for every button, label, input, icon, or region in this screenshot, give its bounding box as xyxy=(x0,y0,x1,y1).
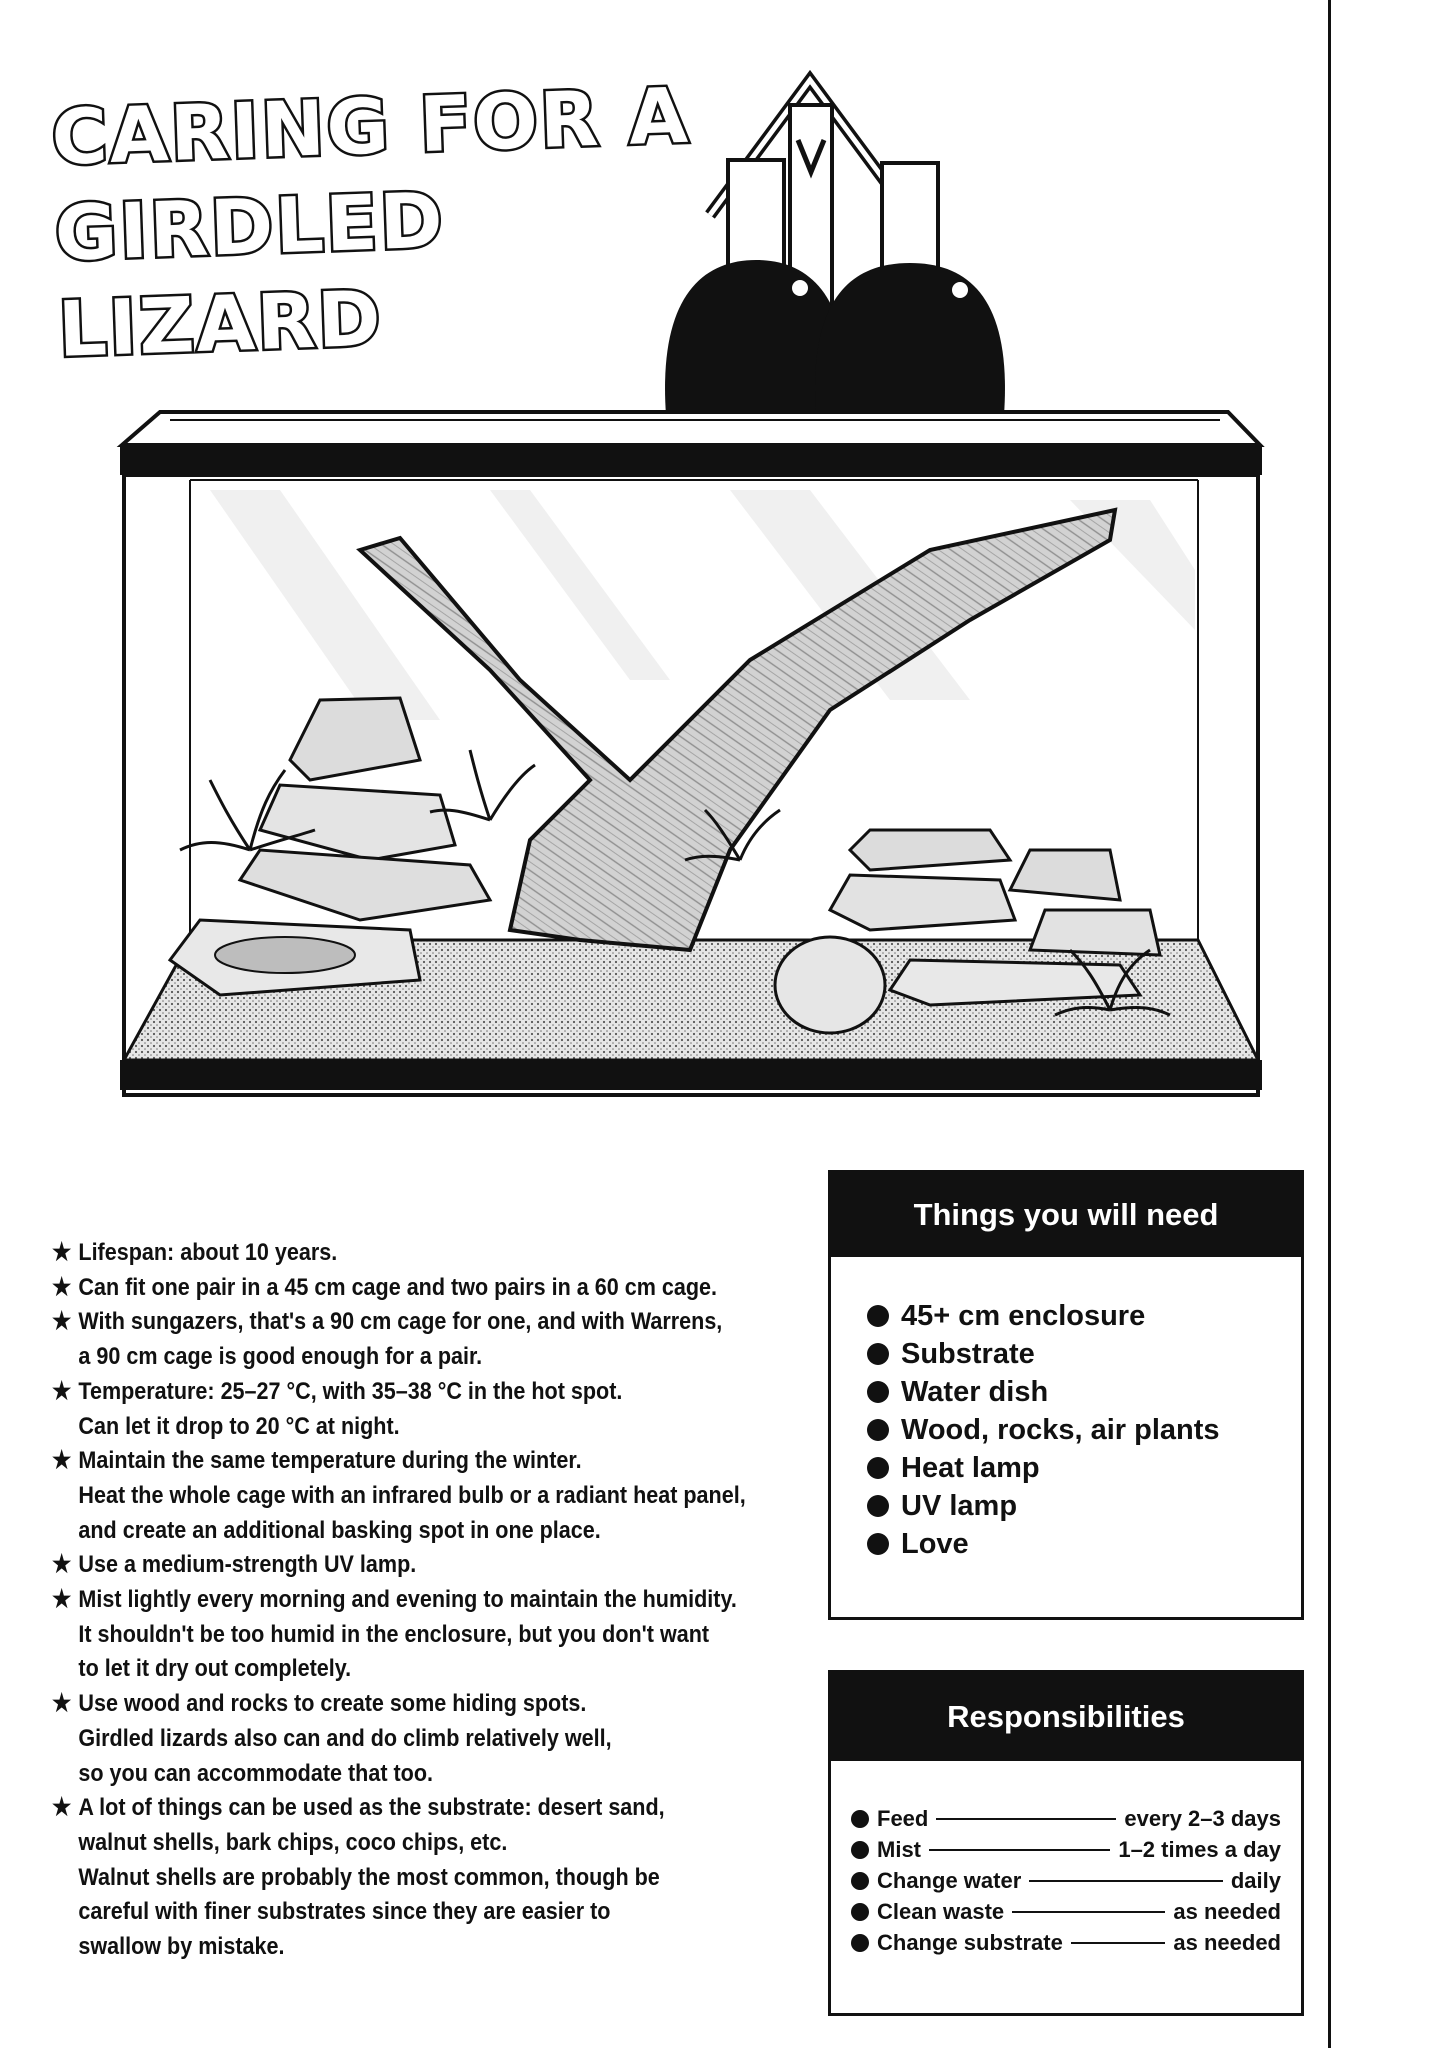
leader-line xyxy=(1029,1880,1223,1882)
fact-item xyxy=(52,1271,721,1306)
fact-line: Can let it drop to 20 °C at night. xyxy=(78,1412,400,1440)
fact-line: so you can accommodate that too. xyxy=(78,1759,434,1787)
needs-item-label: UV lamp xyxy=(901,1490,1018,1522)
terrarium-illustration xyxy=(110,60,1270,1100)
needs-list xyxy=(831,1257,1301,1563)
star-icon: ★ xyxy=(52,1586,72,1614)
star-icon: ★ xyxy=(52,1794,72,1822)
bullet-icon xyxy=(867,1533,889,1555)
fact-line: Can fit one pair in a 45 cm cage and two pairs in a 60 cm cage. xyxy=(78,1273,718,1301)
bullet-icon xyxy=(867,1457,889,1479)
tank-lid xyxy=(120,412,1262,475)
fact-line: a 90 cm cage is good enough for a pair. xyxy=(78,1343,483,1371)
frequency-label: every 2–3 days xyxy=(1124,1806,1281,1831)
bullet-icon xyxy=(851,1903,869,1921)
fact-line: Temperature: 25–27 °C, with 35–38 °C in the hot spot. xyxy=(78,1377,623,1405)
list-item xyxy=(851,1927,1281,1958)
bullet-icon xyxy=(851,1934,869,1952)
fact-item xyxy=(52,1305,721,1374)
round-rock xyxy=(775,937,885,1033)
fact-item xyxy=(52,1375,721,1444)
responsibilities-list xyxy=(831,1761,1301,1958)
star-icon: ★ xyxy=(52,1447,72,1475)
list-item xyxy=(867,1487,1301,1525)
needs-item-label: Substrate xyxy=(901,1338,1035,1370)
needs-item-label: Wood, rocks, air plants xyxy=(901,1414,1220,1446)
title-line-1: CARING FOR A xyxy=(50,70,691,182)
bullet-icon xyxy=(867,1495,889,1517)
fact-item xyxy=(52,1687,721,1791)
fact-item xyxy=(52,1791,721,1965)
tank-base xyxy=(120,1060,1262,1090)
fact-line: Walnut shells are probably the most common, though be xyxy=(78,1863,660,1891)
title-line-2: GIRDLED LIZARD xyxy=(53,175,447,374)
list-item xyxy=(867,1411,1301,1449)
leader-line xyxy=(929,1849,1110,1851)
star-icon: ★ xyxy=(52,1239,72,1266)
bullet-icon xyxy=(867,1305,889,1327)
fact-line: With sungazers, that's a 90 cm cage for one, and with Warrens, xyxy=(78,1308,723,1336)
leader-line xyxy=(1071,1942,1166,1944)
responsibilities-box xyxy=(828,1670,1304,2016)
bullet-icon xyxy=(867,1343,889,1365)
fact-line: A lot of things can be used as the substrate: desert sand, xyxy=(78,1794,665,1822)
leader-line xyxy=(1012,1911,1165,1913)
frequency-label: as needed xyxy=(1173,1899,1281,1924)
fact-item xyxy=(52,1444,746,1548)
fact-line: Maintain the same temperature during the winter. xyxy=(78,1447,582,1475)
star-icon: ★ xyxy=(52,1377,72,1405)
list-item xyxy=(851,1803,1281,1834)
bullet-icon xyxy=(851,1841,869,1859)
responsibilities-heading: Responsibilities xyxy=(831,1673,1301,1761)
task-label: Feed xyxy=(877,1806,929,1831)
fact-item xyxy=(52,1583,737,1687)
fact-line: Use a medium-strength UV lamp. xyxy=(78,1551,417,1579)
fact-line: Lifespan: about 10 years. xyxy=(78,1239,338,1266)
bullet-icon xyxy=(851,1810,869,1828)
list-item xyxy=(851,1896,1281,1927)
care-facts-list xyxy=(52,1236,746,1965)
fact-line: careful with finer substrates since they are easier to xyxy=(78,1898,611,1926)
fact-line: Heat the whole cage with an infrared bulb or a radiant heat panel, xyxy=(78,1481,746,1509)
list-item xyxy=(851,1865,1281,1896)
fact-line: swallow by mistake. xyxy=(78,1933,285,1961)
star-icon: ★ xyxy=(52,1308,72,1336)
star-icon: ★ xyxy=(52,1551,72,1579)
list-item xyxy=(851,1834,1281,1865)
list-item xyxy=(867,1335,1301,1373)
bullet-icon xyxy=(867,1419,889,1441)
list-item xyxy=(867,1525,1301,1563)
needs-heading: Things you will need xyxy=(831,1173,1301,1257)
fact-line: It shouldn't be too humid in the enclosure, but you don't want xyxy=(78,1620,710,1648)
fact-line: Use wood and rocks to create some hiding spots. xyxy=(78,1690,587,1718)
needs-item-label: Water dish xyxy=(901,1376,1049,1408)
fact-line: Mist lightly every morning and evening to maintain the humidity. xyxy=(78,1586,737,1614)
task-label: Mist xyxy=(877,1837,921,1862)
fact-line: walnut shells, bark chips, coco chips, etc. xyxy=(78,1828,508,1856)
uv-lamp-right xyxy=(815,163,1005,415)
fact-line: and create an additional basking spot in one place. xyxy=(78,1516,601,1544)
needs-item-label: 45+ cm enclosure xyxy=(901,1300,1146,1332)
frequency-label: 1–2 times a day xyxy=(1118,1837,1281,1862)
fact-item xyxy=(52,1236,721,1271)
star-icon: ★ xyxy=(52,1273,72,1301)
list-item xyxy=(867,1297,1301,1335)
star-icon: ★ xyxy=(52,1690,72,1718)
fact-line: to let it dry out completely. xyxy=(78,1655,352,1683)
fact-line: Girdled lizards also can and do climb relatively well, xyxy=(78,1724,612,1752)
frequency-label: daily xyxy=(1230,1868,1281,1893)
list-item xyxy=(867,1449,1301,1487)
task-label: Change water xyxy=(877,1868,1022,1893)
fact-item xyxy=(52,1548,721,1583)
task-label: Clean waste xyxy=(877,1899,1005,1924)
frequency-label: as needed xyxy=(1173,1930,1281,1955)
leader-line xyxy=(936,1818,1116,1820)
needs-item-label: Heat lamp xyxy=(901,1452,1040,1484)
bullet-icon xyxy=(851,1872,869,1890)
bullet-icon xyxy=(867,1381,889,1403)
list-item xyxy=(867,1373,1301,1411)
needs-item-label: Love xyxy=(901,1528,969,1560)
task-label: Change substrate xyxy=(877,1930,1063,1955)
page-edge-line xyxy=(1328,0,1331,2048)
things-you-will-need-box xyxy=(828,1170,1304,1620)
